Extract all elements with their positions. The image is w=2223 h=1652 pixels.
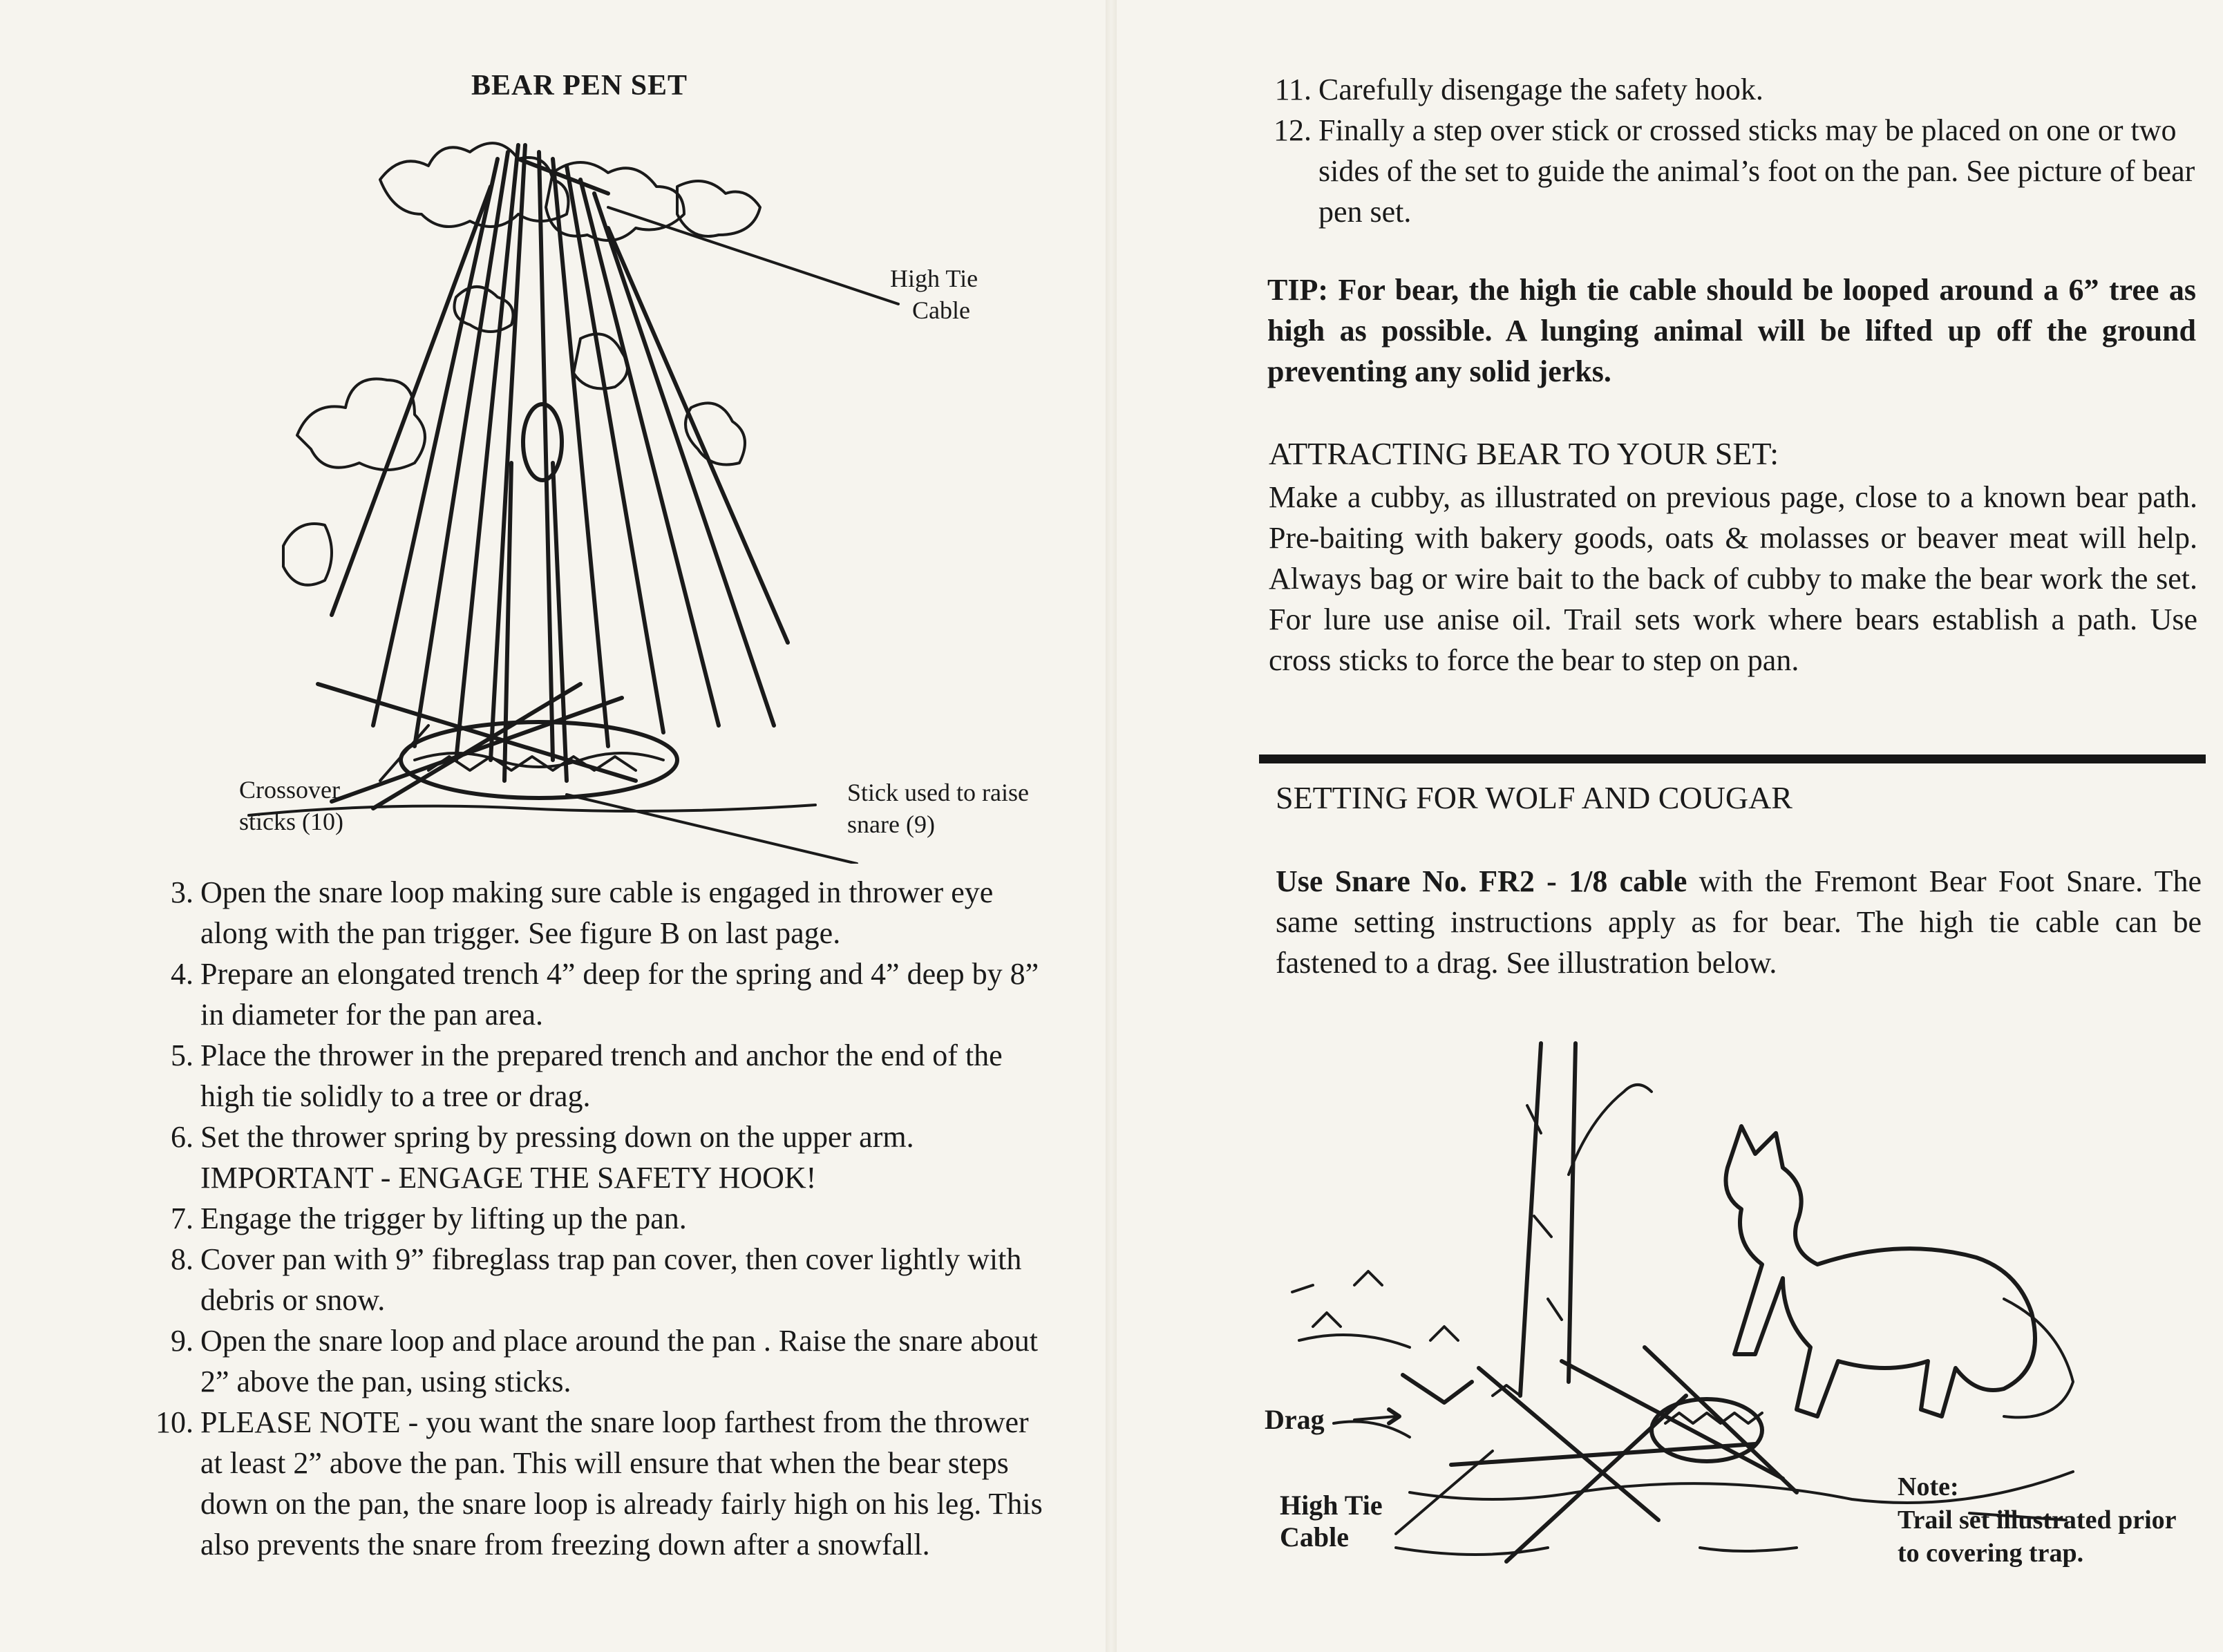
step-item: 7. Engage the trigger by lifting up the pan.	[171, 1202, 687, 1235]
high-tie-cable-label: High Tie Cable	[890, 265, 978, 324]
bear-pen-set-title: BEAR PEN SET	[471, 70, 688, 102]
section-divider	[1259, 754, 2206, 763]
left-steps-list	[155, 872, 1043, 1565]
step-item: 11. Carefully disengage the safety hook.	[1274, 73, 1763, 106]
step-item: 10. PLEASE NOTE - you want the snare loop farthest from the thrower at least 2” above the pan. This will ensure that when the bear steps down on the pan, the snare loop is already fairly high on his leg. This also prevents the snare from freezing down after a snowfall.	[155, 1405, 1043, 1561]
step-item: 9. Open the snare loop and place around the pan . Raise the snare about 2” above the pan, using sticks.	[171, 1324, 1039, 1398]
step-item: 8. Cover pan with 9” fibreglass trap pan cover, then cover lightly with debris or snow.	[171, 1242, 1022, 1317]
step-item: 12. Finally a step over stick or crossed sticks may be placed on one or two sides of the set to guide the animal’s foot on the pan. See picture of bear pen set.	[1274, 113, 2195, 229]
left-page	[0, 0, 1111, 1652]
trail-high-tie-cable-label: High Tie Cable	[1280, 1490, 1383, 1553]
stick-used-label: Stick used to raise snare (9)	[847, 779, 1029, 838]
bear-pen-illustration	[193, 117, 919, 864]
crossover-sticks-label: Crossover sticks (10)	[239, 776, 343, 835]
step-item: 6. Set the thrower spring by pressing down on the upper arm. IMPORTANT - ENGAGE THE SAFETY HOOK!	[171, 1120, 914, 1195]
right-steps-list	[1274, 69, 2196, 232]
trail-note-label: Note: Trail set illustrated prior to covering trap.	[1898, 1472, 2177, 1568]
step-item: 3. Open the snare loop making sure cable is engaged in thrower eye along with the pan trigger. See figure B on last page.	[171, 875, 994, 950]
drag-label: Drag	[1265, 1404, 1325, 1435]
step-item: 5. Place the thrower in the prepared trench and anchor the end of the high tie solidly to a tree or drag.	[171, 1038, 1003, 1113]
wolf-cougar-text: Use Snare No. FR2 - 1/8 cable with the Fremont Bear Foot Snare. The same setting instructions apply as for bear. The high tie cable can be fastened to a drag. See illustration below.	[1276, 864, 2202, 980]
wolf-cougar-heading: SETTING FOR WOLF AND COUGAR	[1276, 780, 1792, 815]
attracting-bear-heading: ATTRACTING BEAR TO YOUR SET:	[1269, 436, 1779, 471]
tip-paragraph: TIP: For bear, the high tie cable should be looped around a 6” tree as high as possible. A lunging animal will be lifted up off the ground preventing any solid jerks.	[1267, 273, 2196, 388]
attracting-bear-text: Make a cubby, as illustrated on previous page, close to a known bear path. Pre-baiting with bakery goods, oats & molasses or beaver meat will help. Always bag or wire bait to the back of cubby to make the bear work the set. For lure use anise oil. Trail sets work where bears establish a path. Use cross sticks to force the bear to step on pan.	[1269, 480, 2197, 677]
step-item: 4. Prepare an elongated trench 4” deep for the spring and 4” deep by 8” in diameter for the pan area.	[171, 957, 1039, 1032]
